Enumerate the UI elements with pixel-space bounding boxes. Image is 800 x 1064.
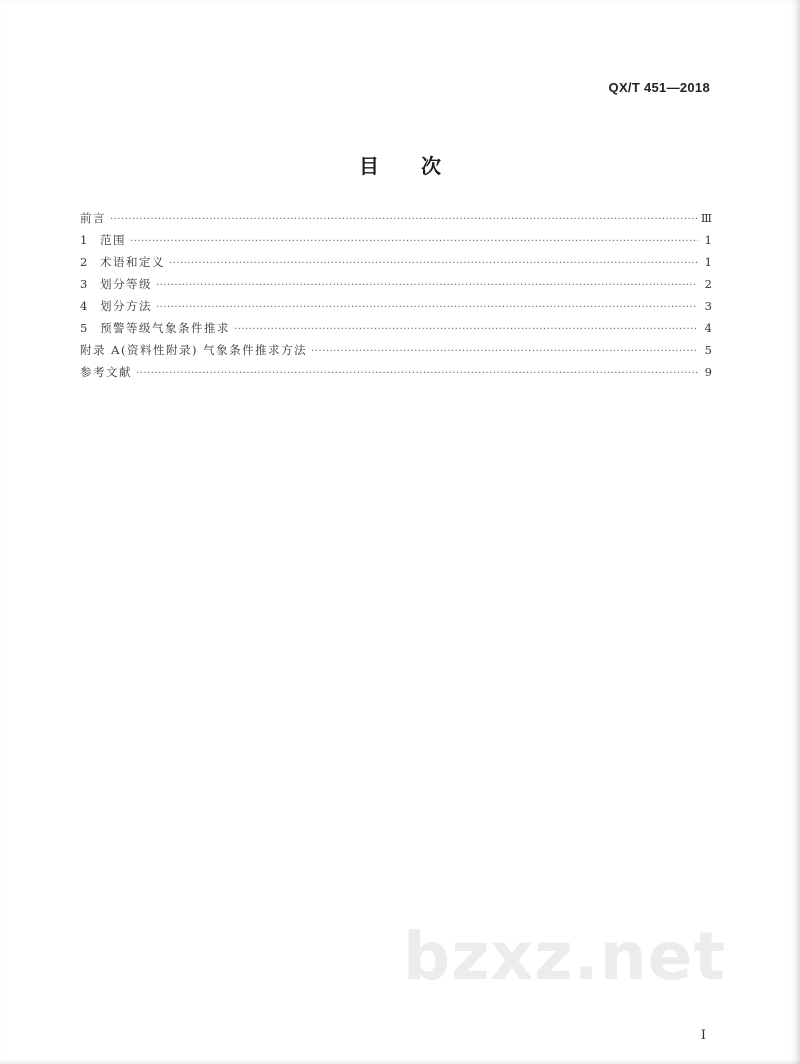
toc-item-label: 参考文献 bbox=[80, 365, 132, 379]
toc-item-warning-conditions[interactable] bbox=[80, 317, 712, 339]
toc-item-references[interactable] bbox=[80, 361, 712, 383]
toc-item-page: 5 bbox=[704, 343, 712, 357]
toc-leader-dots bbox=[156, 297, 698, 319]
watermark: bzxz.net bbox=[402, 918, 726, 995]
toc-item-number: 1 bbox=[80, 233, 88, 247]
toc-item-grades[interactable] bbox=[80, 273, 712, 295]
toc-item-methods[interactable] bbox=[80, 295, 712, 317]
toc-item-scope[interactable] bbox=[80, 229, 712, 251]
standard-code: QX/T 451—2018 bbox=[608, 80, 710, 95]
toc-leader-dots bbox=[234, 319, 698, 341]
toc-item-appendix-a[interactable] bbox=[80, 339, 712, 361]
toc-item-terms[interactable] bbox=[80, 251, 712, 273]
toc-item-number: 3 bbox=[80, 277, 88, 291]
toc-leader-dots bbox=[136, 363, 698, 385]
toc-title bbox=[0, 150, 800, 179]
toc-item-page: Ⅲ bbox=[700, 211, 712, 225]
toc-item-page: 1 bbox=[704, 255, 712, 269]
toc-item-label: 附录 A(资料性附录) 气象条件推求方法 bbox=[80, 343, 308, 357]
toc-leader-dots bbox=[130, 231, 698, 253]
toc-title-left: 目 bbox=[359, 154, 379, 178]
toc-item-preface[interactable] bbox=[80, 207, 712, 229]
toc-item-page: 3 bbox=[704, 299, 712, 313]
toc-item-page: 9 bbox=[704, 365, 712, 379]
toc-item-number: 4 bbox=[80, 299, 88, 313]
toc-item-page: 4 bbox=[704, 321, 712, 335]
toc-item-page: 1 bbox=[704, 233, 712, 247]
toc-item-label: 预警等级气象条件推求 bbox=[100, 321, 230, 335]
toc-item-label: 术语和定义 bbox=[100, 255, 165, 269]
toc-list bbox=[80, 207, 712, 383]
toc-item-number: 5 bbox=[80, 321, 88, 335]
toc-leader-dots bbox=[156, 275, 698, 297]
toc-item-number: 2 bbox=[80, 255, 88, 269]
page-number: I bbox=[700, 1028, 706, 1043]
toc-leader-dots bbox=[169, 253, 698, 275]
toc-item-label: 范围 bbox=[100, 233, 126, 247]
toc-title-right: 次 bbox=[421, 154, 441, 178]
toc-item-label: 前言 bbox=[80, 211, 106, 225]
toc-item-page: 2 bbox=[704, 277, 712, 291]
toc-item-label: 划分方法 bbox=[100, 299, 152, 313]
toc-item-label: 划分等级 bbox=[100, 277, 152, 291]
toc-leader-dots bbox=[110, 209, 697, 231]
toc-leader-dots bbox=[311, 341, 698, 363]
